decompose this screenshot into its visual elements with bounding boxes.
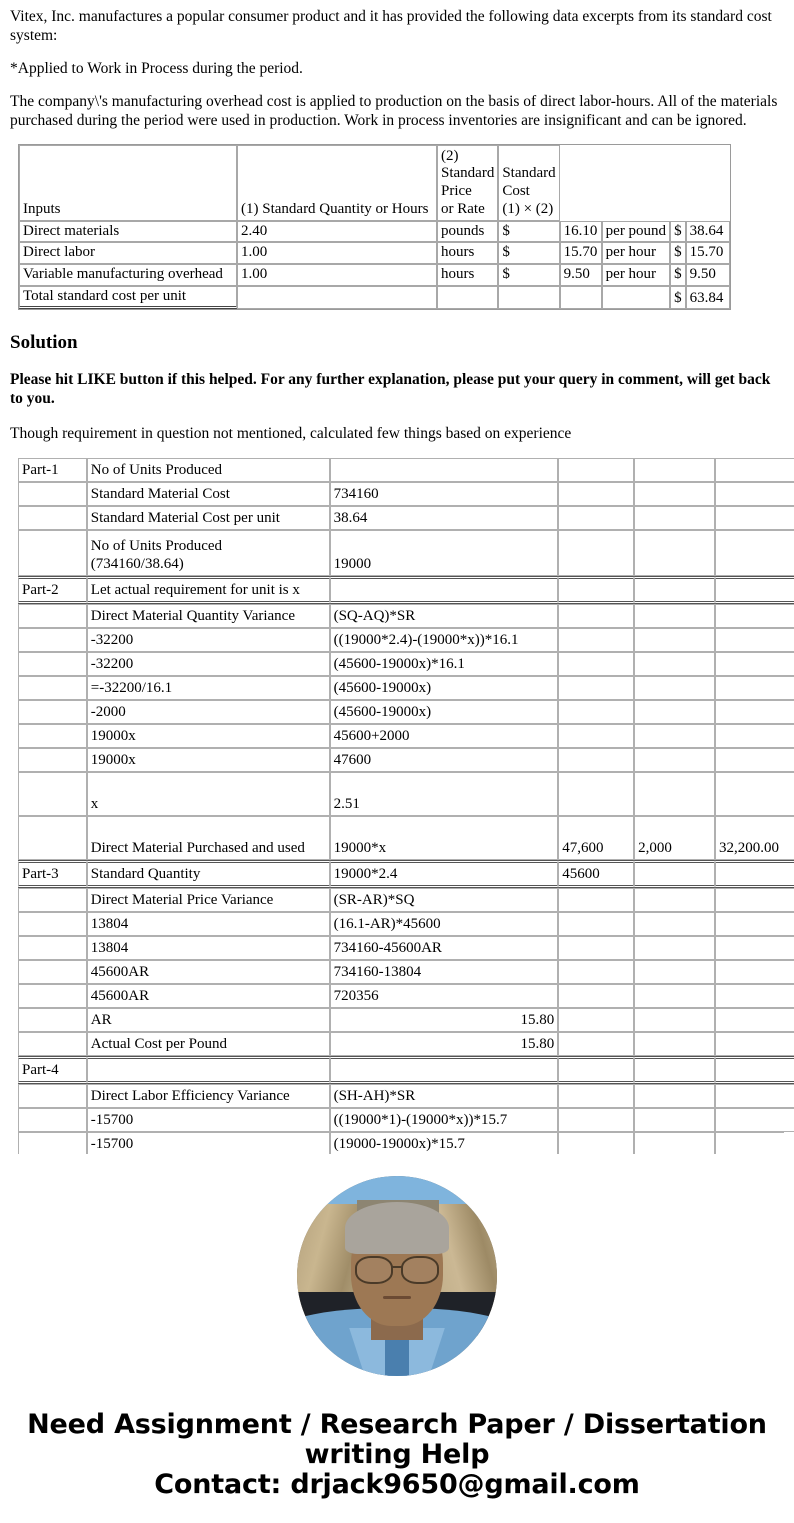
cell-value: 15.80 <box>330 1008 559 1032</box>
avatar-container <box>10 1176 784 1382</box>
cell-extra-1 <box>558 1108 634 1132</box>
header-blank-2 <box>602 145 670 221</box>
cell-extra-3 <box>715 748 794 772</box>
cell-input: Direct labor <box>19 242 237 264</box>
header-standard-quantity: (1) Standard Quantity or Hours <box>237 145 437 221</box>
table-row <box>19 264 730 286</box>
table-row <box>18 960 794 984</box>
cell-per-unit <box>602 286 670 310</box>
cell-extra-2 <box>634 772 715 816</box>
cell-description: 45600AR <box>87 960 330 984</box>
cell-extra-1: 47,600 <box>558 816 634 860</box>
cell-value: (45600-19000x) <box>330 700 559 724</box>
cell-extra-1 <box>558 458 634 482</box>
cell-description: Standard Material Cost <box>87 482 330 506</box>
cell-extra-2 <box>634 1032 715 1056</box>
cell-extra-3 <box>715 960 794 984</box>
cell-extra-1 <box>558 1132 634 1154</box>
cell-part <box>18 628 87 652</box>
intro-paragraph-3: The company\'s manufacturing overhead cost is applied to production on the basis of direct labor-hours. All of the materials purchased during the period were used in production. Work in process inventories are insignificant and can be ignored. <box>10 92 778 129</box>
cell-standard-cost: 9.50 <box>686 264 730 286</box>
standard-cost-header-row <box>19 145 730 221</box>
cell-part: Part-4 <box>18 1056 87 1084</box>
cell-extra-3 <box>715 628 794 652</box>
cell-dollar-sign <box>498 286 559 310</box>
cell-value: 19000*2.4 <box>330 860 559 888</box>
cell-unit: hours <box>437 242 498 264</box>
header-blank-4 <box>686 145 730 221</box>
cell-extra-3 <box>715 604 794 628</box>
cell-extra-3 <box>715 888 794 912</box>
cell-extra-2 <box>634 482 715 506</box>
cell-description: -15700 <box>87 1132 330 1154</box>
cell-extra-2 <box>634 936 715 960</box>
cell-value: 720356 <box>330 984 559 1008</box>
cell-part <box>18 506 87 530</box>
cell-description: Direct Material Price Variance <box>87 888 330 912</box>
like-request-note: Please hit LIKE button if this helped. For any further explanation, please put your query in comment, will get back to you. <box>10 371 771 407</box>
cell-extra-2 <box>634 912 715 936</box>
cell-part <box>18 482 87 506</box>
cell-part <box>18 960 87 984</box>
cell-description: Actual Cost per Pound <box>87 1032 330 1056</box>
table-row <box>18 912 794 936</box>
cell-value: 734160-45600AR <box>330 936 559 960</box>
cell-per-unit: per pound <box>602 221 670 243</box>
cell-part <box>18 816 87 860</box>
table-row <box>18 888 794 912</box>
header-price-line-1: (2) <box>441 147 459 164</box>
table-row <box>18 506 794 530</box>
cell-part <box>18 912 87 936</box>
glasses-lens-left-icon <box>355 1256 393 1284</box>
cell-extra-2 <box>634 1084 715 1108</box>
header-standard-cost <box>498 145 559 221</box>
standard-cost-table <box>18 144 731 311</box>
cell-extra-1 <box>558 748 634 772</box>
cell-extra-3 <box>715 1056 794 1084</box>
cell-quantity: 1.00 <box>237 242 437 264</box>
cell-quantity <box>237 286 437 310</box>
cell-value: (19000-19000x)*15.7 <box>330 1132 559 1154</box>
cell-extra-1 <box>558 676 634 700</box>
cell-extra-3 <box>715 1084 794 1108</box>
cell-extra-1 <box>558 1008 634 1032</box>
cell-description: 19000x <box>87 748 330 772</box>
cell-extra-2 <box>634 724 715 748</box>
header-blank-1 <box>560 145 602 221</box>
cell-extra-3 <box>715 482 794 506</box>
cell-extra-1 <box>558 700 634 724</box>
cell-part <box>18 700 87 724</box>
avatar-mouth <box>383 1296 411 1299</box>
cell-extra-2 <box>634 700 715 724</box>
cell-part <box>18 984 87 1008</box>
table-row <box>18 1032 794 1056</box>
header-price-line-4: or Rate <box>441 200 485 217</box>
cell-extra-1 <box>558 530 634 576</box>
table-row <box>18 628 794 652</box>
cell-extra-2 <box>634 1008 715 1032</box>
cell-dollar-sign: $ <box>498 264 559 286</box>
cell-dollar-sign-2: $ <box>670 286 686 310</box>
table-row <box>19 242 730 264</box>
cell-part <box>18 888 87 912</box>
cell-total-cost: 63.84 <box>686 286 730 310</box>
description-line-1: No of Units Produced <box>90 538 223 555</box>
cell-extra-2 <box>634 676 715 700</box>
table-row-part-separator <box>18 860 794 888</box>
cell-input: Variable manufacturing overhead <box>19 264 237 286</box>
table-row-part-separator <box>18 576 794 604</box>
solution-table-clipped-row <box>18 1132 784 1154</box>
cell-value: (SQ-AQ)*SR <box>330 604 559 628</box>
header-price-line-3: Price <box>441 183 472 200</box>
cell-part: Part-2 <box>18 576 87 604</box>
glasses-lens-right-icon <box>401 1256 439 1284</box>
glasses-bridge-icon <box>392 1266 402 1268</box>
cell-extra-2 <box>634 888 715 912</box>
cell-extra-2 <box>634 1056 715 1084</box>
cell-extra-3 <box>715 576 794 604</box>
table-row <box>18 604 794 628</box>
cell-extra-3 <box>715 1132 784 1154</box>
cell-extra-2 <box>634 652 715 676</box>
cell-extra-2 <box>634 458 715 482</box>
cell-extra-1 <box>558 604 634 628</box>
cell-quantity: 1.00 <box>237 264 437 286</box>
cell-part <box>18 724 87 748</box>
cell-extra-3 <box>715 652 794 676</box>
cell-description: Direct Material Quantity Variance <box>87 604 330 628</box>
cell-value: 47600 <box>330 748 559 772</box>
cell-extra-2 <box>634 1108 715 1132</box>
cell-part <box>18 1032 87 1056</box>
table-row <box>18 1108 794 1132</box>
cell-value: 2.51 <box>330 772 559 816</box>
cell-extra-1 <box>558 888 634 912</box>
table-row <box>18 1008 794 1032</box>
cell-value: 734160 <box>330 482 559 506</box>
table-row <box>18 936 794 960</box>
cell-part <box>18 1084 87 1108</box>
cell-value: (SH-AH)*SR <box>330 1084 559 1108</box>
cell-extra-1 <box>558 724 634 748</box>
cell-extra-2 <box>634 748 715 772</box>
cell-extra-2 <box>634 506 715 530</box>
cell-rate <box>560 286 602 310</box>
cell-extra-1 <box>558 506 634 530</box>
cell-unit <box>437 286 498 310</box>
cell-extra-1 <box>558 652 634 676</box>
cell-part <box>18 530 87 576</box>
footer-line-1: Need Assignment / Research Paper / Dissertation <box>27 1408 767 1440</box>
cell-part: Part-1 <box>18 458 87 482</box>
header-cost-line-3: (1) × (2) <box>502 200 554 217</box>
cell-description: -15700 <box>87 1108 330 1132</box>
cell-description: No of Units Produced <box>87 458 330 482</box>
table-row <box>18 816 794 860</box>
cell-description: Direct Material Purchased and used <box>87 816 330 860</box>
footer <box>10 1410 784 1501</box>
cell-extra-3 <box>715 676 794 700</box>
cell-extra-3 <box>715 458 794 482</box>
cell-input: Direct materials <box>19 221 237 243</box>
cell-description: Standard Material Cost per unit <box>87 506 330 530</box>
cell-description: 13804 <box>87 936 330 960</box>
table-row <box>18 458 794 482</box>
cell-part <box>18 1108 87 1132</box>
cell-value <box>330 458 559 482</box>
cell-value <box>330 1056 559 1084</box>
table-row <box>18 984 794 1008</box>
table-row-part-separator <box>18 1056 794 1084</box>
cell-extra-3 <box>715 530 794 576</box>
cell-description <box>87 1056 330 1084</box>
avatar-hair <box>345 1202 449 1254</box>
cell-description: -2000 <box>87 700 330 724</box>
cell-description: 45600AR <box>87 984 330 1008</box>
cell-value: 45600+2000 <box>330 724 559 748</box>
cell-rate: 16.10 <box>560 221 602 243</box>
table-row <box>18 772 794 816</box>
header-price-line-2: Standard <box>441 165 495 182</box>
cell-value: ((19000*1)-(19000*x))*15.7 <box>330 1108 559 1132</box>
cell-extra-2 <box>634 860 715 888</box>
cell-extra-2: 2,000 <box>634 816 715 860</box>
cell-extra-2 <box>634 960 715 984</box>
table-row <box>18 748 794 772</box>
cell-extra-3 <box>715 936 794 960</box>
cell-part <box>18 1132 87 1154</box>
table-row <box>18 530 794 576</box>
cell-extra-1 <box>558 984 634 1008</box>
cell-value: 38.64 <box>330 506 559 530</box>
avatar <box>297 1176 497 1376</box>
header-standard-price <box>437 145 498 221</box>
cell-extra-1 <box>558 772 634 816</box>
cell-value: (45600-19000x)*16.1 <box>330 652 559 676</box>
cell-part <box>18 1008 87 1032</box>
assumption-note: Though requirement in question not mentioned, calculated few things based on experience <box>10 424 572 442</box>
cell-quantity: 2.40 <box>237 221 437 243</box>
cell-description: AR <box>87 1008 330 1032</box>
footer-contact-line: Contact: drjack9650@gmail.com <box>154 1469 640 1501</box>
table-row <box>18 1132 784 1154</box>
cell-dollar-sign: $ <box>498 242 559 264</box>
cell-part <box>18 676 87 700</box>
cell-extra-1 <box>558 1056 634 1084</box>
cell-description: -32200 <box>87 628 330 652</box>
cell-total-label: Total standard cost per unit <box>19 286 237 310</box>
table-row <box>19 221 730 243</box>
cell-description: -32200 <box>87 652 330 676</box>
table-row <box>18 1084 794 1108</box>
header-cost-line-2: Cost <box>502 183 530 200</box>
cell-extra-3 <box>715 506 794 530</box>
table-row <box>18 724 794 748</box>
table-row <box>18 676 794 700</box>
cell-value: (SR-AR)*SQ <box>330 888 559 912</box>
cell-value: (45600-19000x) <box>330 676 559 700</box>
cell-dollar-sign-2: $ <box>670 221 686 243</box>
cell-extra-3: 32,200.00 <box>715 816 794 860</box>
cell-extra-3 <box>715 1008 794 1032</box>
cell-value: ((19000*2.4)-(19000*x))*16.1 <box>330 628 559 652</box>
cell-part <box>18 772 87 816</box>
cell-extra-2 <box>634 1132 715 1154</box>
cell-value: 19000*x <box>330 816 559 860</box>
cell-extra-3 <box>715 700 794 724</box>
cell-part <box>18 748 87 772</box>
cell-description: =-32200/16.1 <box>87 676 330 700</box>
cell-part <box>18 604 87 628</box>
description-line-2: (734160/38.64) <box>90 556 184 573</box>
cell-extra-1 <box>558 912 634 936</box>
table-row-total <box>19 286 730 310</box>
cell-extra-1 <box>558 1084 634 1108</box>
cell-extra-2 <box>634 530 715 576</box>
cell-standard-cost: 15.70 <box>686 242 730 264</box>
cell-description: 19000x <box>87 724 330 748</box>
cell-rate: 9.50 <box>560 264 602 286</box>
cell-part <box>18 652 87 676</box>
table-row <box>18 700 794 724</box>
cell-extra-1 <box>558 576 634 604</box>
header-cost-line-1: Standard <box>502 165 556 182</box>
cell-unit: pounds <box>437 221 498 243</box>
cell-value: 19000 <box>330 530 559 576</box>
cell-dollar-sign-2: $ <box>670 242 686 264</box>
cell-extra-1 <box>558 960 634 984</box>
cell-description: Standard Quantity <box>87 860 330 888</box>
cell-extra-2 <box>634 576 715 604</box>
solution-table <box>18 458 794 1132</box>
cell-extra-2 <box>634 984 715 1008</box>
cell-extra-3 <box>715 1032 794 1056</box>
cell-description: Let actual requirement for unit is x <box>87 576 330 604</box>
cell-extra-3 <box>715 772 794 816</box>
cell-value: (16.1-AR)*45600 <box>330 912 559 936</box>
cell-value: 734160-13804 <box>330 960 559 984</box>
cell-description: x <box>87 772 330 816</box>
table-row <box>18 482 794 506</box>
cell-description: 13804 <box>87 912 330 936</box>
header-blank-3 <box>670 145 686 221</box>
table-row <box>18 652 794 676</box>
cell-extra-1 <box>558 628 634 652</box>
cell-dollar-sign: $ <box>498 221 559 243</box>
cell-per-unit: per hour <box>602 264 670 286</box>
cell-rate: 15.70 <box>560 242 602 264</box>
cell-value: 15.80 <box>330 1032 559 1056</box>
cell-description <box>87 530 330 576</box>
cell-extra-3 <box>715 724 794 748</box>
cell-unit: hours <box>437 264 498 286</box>
cell-extra-1 <box>558 482 634 506</box>
cell-extra-1 <box>558 1032 634 1056</box>
cell-extra-3 <box>715 912 794 936</box>
cell-extra-3 <box>715 860 794 888</box>
cell-part <box>18 936 87 960</box>
cell-value <box>330 576 559 604</box>
footer-line-2: writing Help <box>304 1438 490 1470</box>
cell-extra-1 <box>558 936 634 960</box>
intro-paragraph-2: *Applied to Work in Process during the period. <box>10 59 303 77</box>
cell-extra-1: 45600 <box>558 860 634 888</box>
cell-per-unit: per hour <box>602 242 670 264</box>
clipped-last-row-wrapper <box>18 1132 784 1154</box>
cell-description: Direct Labor Efficiency Variance <box>87 1084 330 1108</box>
cell-standard-cost: 38.64 <box>686 221 730 243</box>
cell-extra-2 <box>634 628 715 652</box>
cell-extra-2 <box>634 604 715 628</box>
cell-extra-3 <box>715 984 794 1008</box>
header-inputs: Inputs <box>19 145 237 221</box>
intro-paragraph-1: Vitex, Inc. manufactures a popular consumer product and it has provided the following data excerpts from its standard cost system: <box>10 8 772 44</box>
cell-dollar-sign-2: $ <box>670 264 686 286</box>
cell-extra-3 <box>715 1108 794 1132</box>
cell-part: Part-3 <box>18 860 87 888</box>
page-title: Solution <box>10 332 78 354</box>
